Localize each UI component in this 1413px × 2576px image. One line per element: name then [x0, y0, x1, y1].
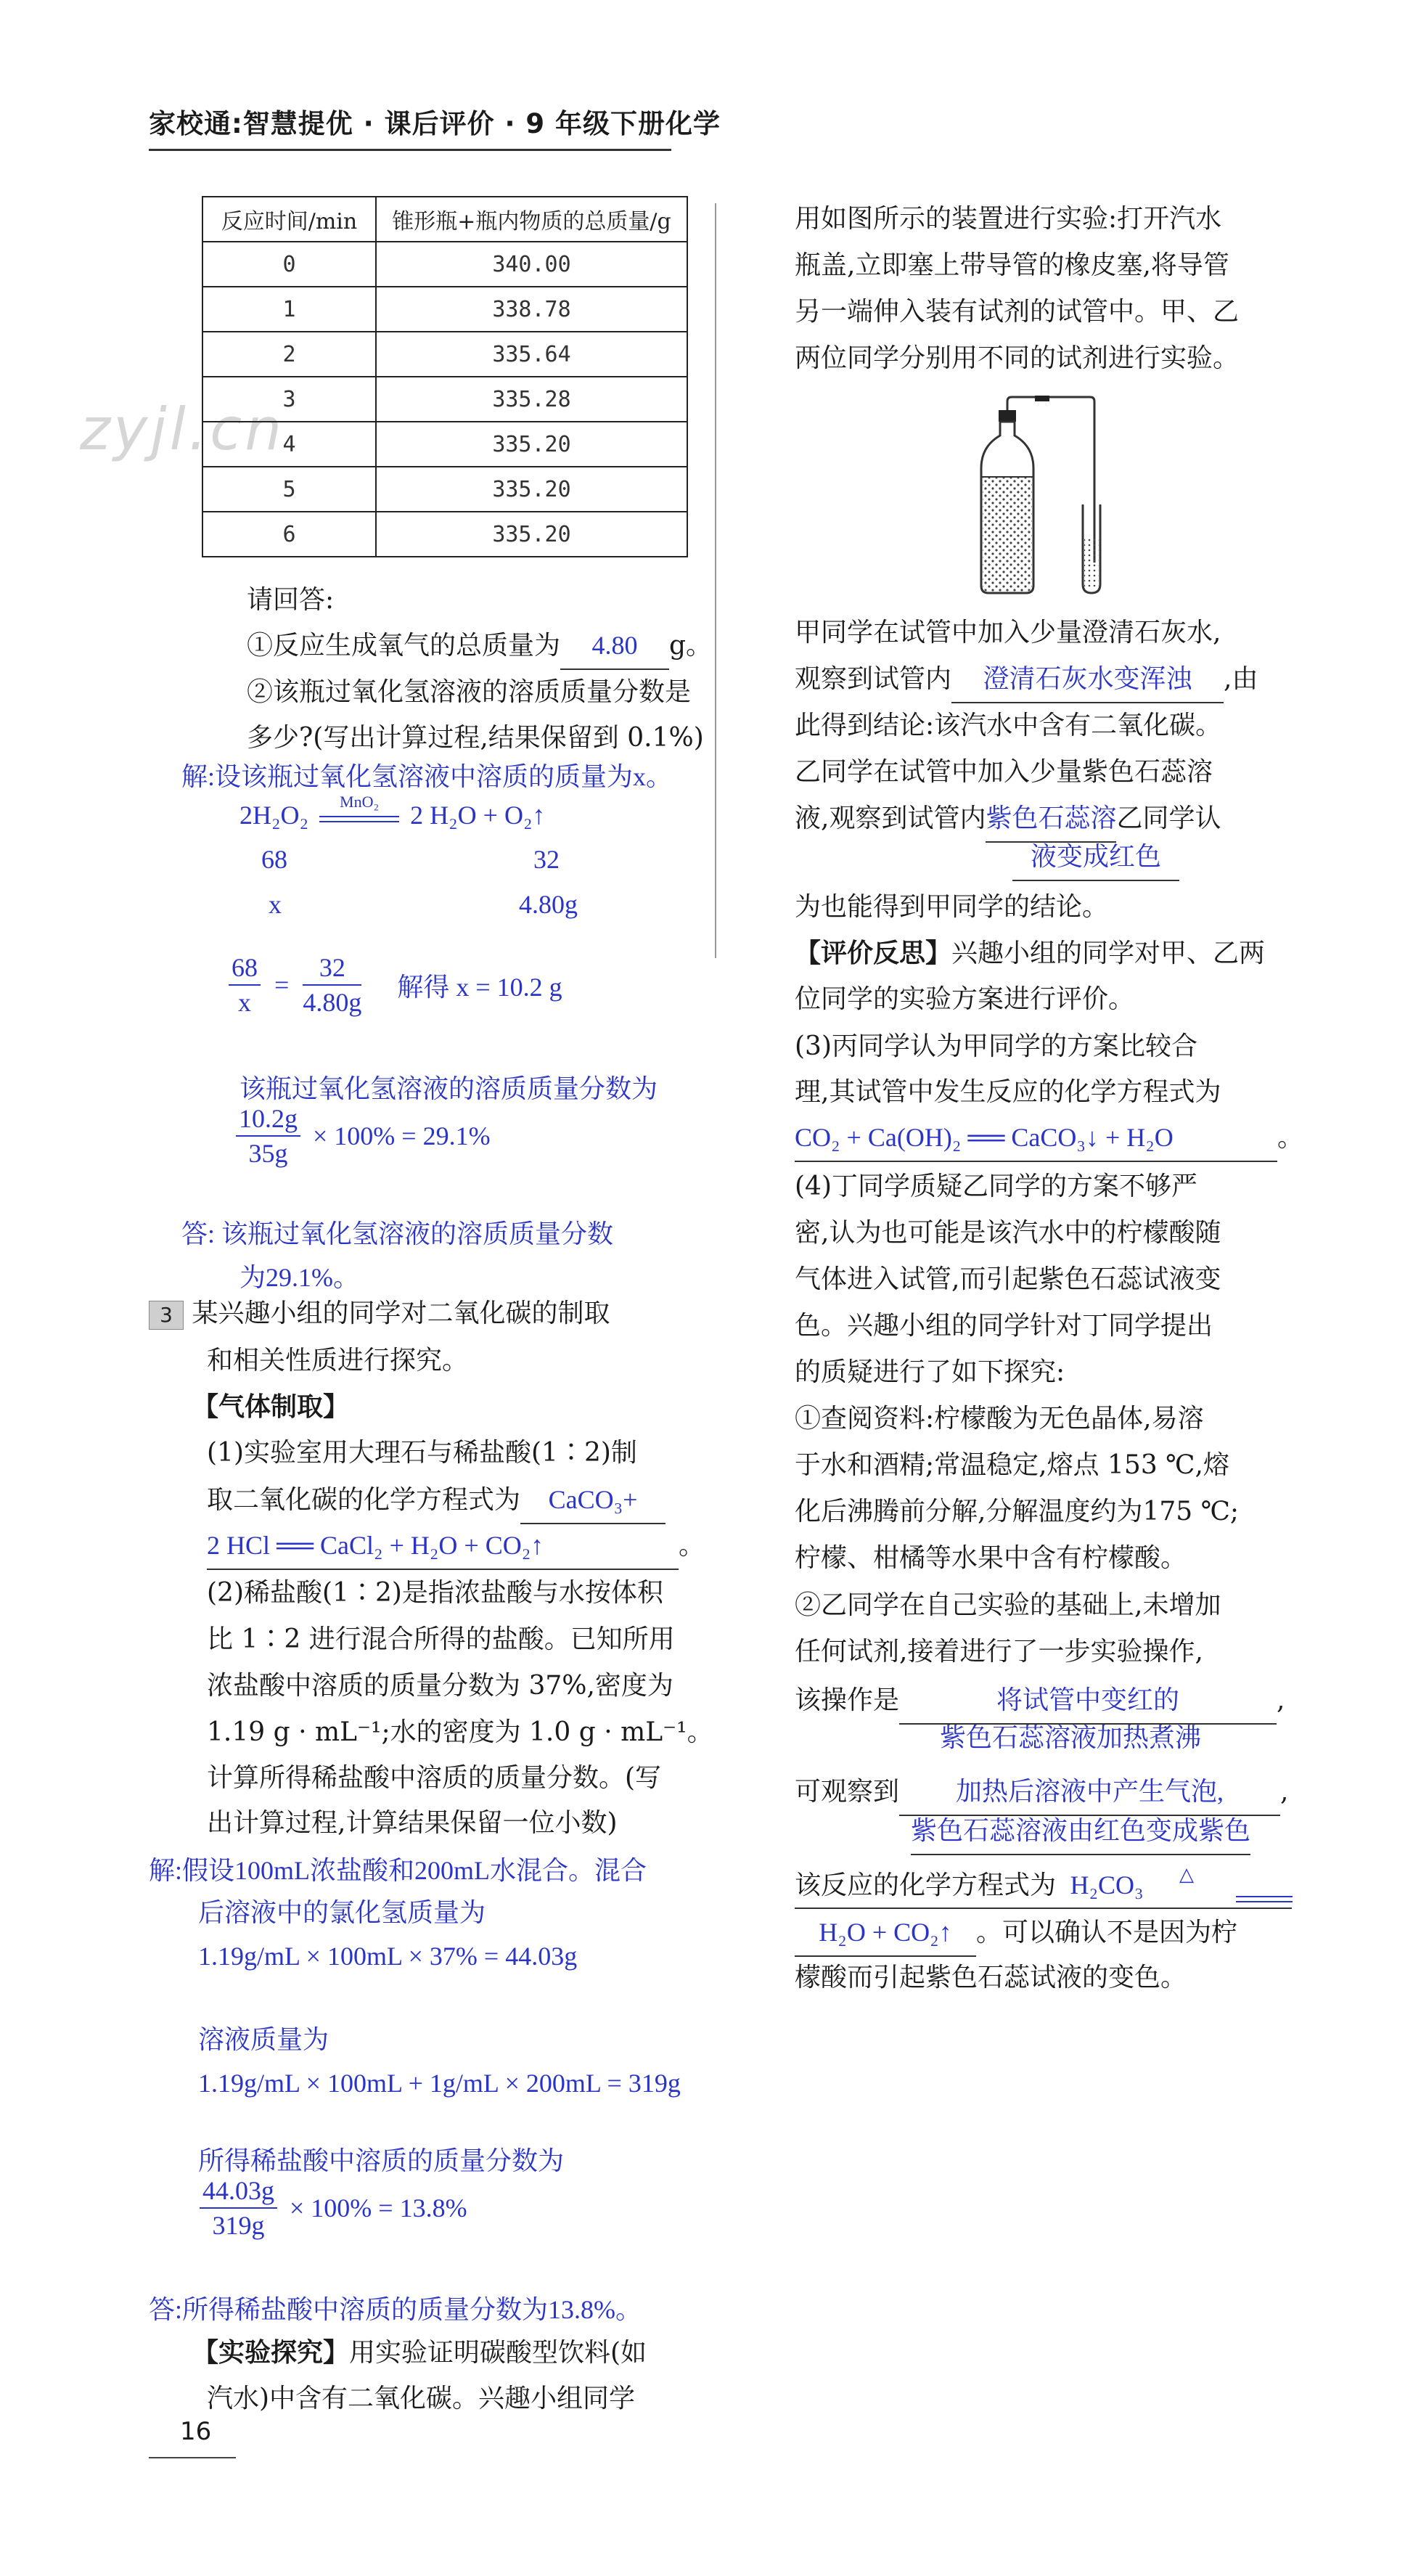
table-header-time: 反应时间/min — [202, 197, 376, 242]
s2-result: × 100% = 13.8% — [290, 2193, 467, 2223]
r-line2: 瓶盖,立即塞上带导管的橡皮塞,将导管 — [795, 250, 1229, 280]
a2-label: 答: — [149, 2295, 183, 2324]
eqn-line3: 檬酸而引起紫色石蕊试液的变色。 — [795, 1963, 1187, 1992]
eqn-text: 该反应的化学方程式为 — [795, 1870, 1057, 1900]
eval-line1 — [795, 931, 1265, 977]
jia-line3: 此得到结论:该汽水中含有二氧化碳。 — [795, 711, 1222, 740]
table-row — [202, 467, 687, 512]
equals-arrow — [1236, 1894, 1294, 1906]
s2-text: 假设100mL浓盐酸和200mL水混合。混合 — [182, 1856, 647, 1885]
fraction-right: $\frac{32}{4.80g}$ — [303, 951, 361, 1019]
q1-line — [247, 622, 712, 670]
s2-calc — [200, 2174, 467, 2242]
e4-line1: (4)丁同学质疑乙同学的方案不够严 — [795, 1172, 1197, 1201]
e3-line1: (3)丙同学认为甲同学的方案比较合 — [795, 1031, 1197, 1061]
eqn-text2: 。可以确认不是因为柠 — [976, 1918, 1238, 1947]
obs-line2 — [911, 1807, 1250, 1855]
answer-line1 — [181, 1211, 613, 1257]
eqn-reactant: H₂CO₃ — [1070, 1870, 1144, 1900]
s2-line1 — [149, 1847, 647, 1894]
i2-line4 — [940, 1714, 1201, 1762]
soda-bottle-apparatus-illustration — [965, 396, 1132, 599]
i1-line2: 于水和酒精;常温稳定,熔点 153 ℃,熔 — [795, 1450, 1229, 1480]
solution-label: 解: — [181, 762, 216, 791]
q3-line1 — [149, 1291, 610, 1337]
i2-answer-part2: 紫色石蕊溶液加热煮沸 — [940, 1723, 1202, 1752]
eval-line2: 位同学的实验方案进行评价。 — [795, 984, 1135, 1014]
s2-line3: 1.19g/mL × 100mL × 37% = 44.03g — [198, 1942, 578, 1971]
g1-text: 取二氧化碳的化学方程式为 — [207, 1485, 521, 1515]
g2-line2: 比 1∶2 进行混合所得的盐酸。已知所用 — [207, 1624, 675, 1654]
eqn-line2 — [795, 1909, 1237, 1957]
molar-mass-h2o2: 68 — [261, 845, 287, 874]
r-line3: 另一端伸入装有试剂的试管中。甲、乙 — [795, 297, 1240, 327]
obs-text: 可观察到 — [795, 1777, 900, 1807]
i1-line1: ①查阅资料:柠檬酸为无色晶体,易溶 — [795, 1404, 1204, 1434]
q1-text: ①反应生成氧气的总质量为 — [247, 631, 561, 661]
data-table — [202, 196, 688, 557]
table-cell: 3 — [202, 377, 376, 422]
unknown-x: x — [269, 890, 282, 919]
g2-line4: 1.19 g · mL⁻¹;水的密度为 1.0 g · mL⁻¹。 — [207, 1717, 713, 1747]
answer-text: 该瓶过氧化氢溶液的溶质质量分数 — [221, 1219, 614, 1248]
q2-line1: ②该瓶过氧化氢溶液的溶质质量分数是 — [247, 677, 692, 707]
decomposition-equation — [239, 792, 546, 833]
q1-unit: g。 — [669, 631, 713, 661]
table-row — [202, 242, 687, 287]
answer-line2: 为29.1%。 — [239, 1263, 359, 1292]
table-row — [202, 377, 687, 422]
g1-line3: 2 HCl ══ CaCl₂ + H₂O + CO₂↑ 。 — [207, 1522, 705, 1570]
watermark: zyjl.cn — [80, 396, 284, 463]
yi-line4: 为也能得到甲同学的结论。 — [795, 892, 1109, 922]
mass-fraction-calc — [236, 1102, 491, 1170]
g1-answer-part1: CaCO₃+ — [520, 1476, 665, 1524]
eqn-line1 — [795, 1862, 1216, 1911]
exp-text: 用实验证明碳酸型饮料(如 — [349, 2338, 647, 2368]
table-cell: 338.78 — [376, 287, 687, 332]
g2-line5: 计算所得稀盐酸中溶质的质量分数。(写 — [207, 1763, 662, 1793]
exp-heading: 【实验探究】 — [192, 2338, 350, 2368]
e4-line3: 气体进入试管,而引起紫色石蕊试液变 — [795, 1264, 1221, 1294]
molar-mass-o2: 32 — [533, 845, 560, 874]
table-cell: 340.00 — [376, 242, 687, 287]
catalyst-label: MnO₂ — [340, 792, 380, 811]
e4-line2: 密,认为也可能是该汽水中的柠檬酸随 — [795, 1218, 1221, 1248]
table-cell: 1 — [202, 287, 376, 332]
g1-line1: (1)实验室用大理石与稀盐酸(1∶2)制 — [207, 1438, 637, 1468]
i2-line2: 任何试剂,接着进行了一步实验操作, — [795, 1637, 1203, 1667]
e3-line3: CO₂ + Ca(OH)₂ ══ CaCO₃↓ + H₂O 。 — [795, 1114, 1303, 1162]
fraction-left: $\frac{68}{x}$ — [229, 951, 261, 1019]
yi-answer-part2: 液变成红色 — [1012, 833, 1179, 881]
i2-answer-part1: 将试管中变红的 — [899, 1677, 1277, 1725]
yi-text: 液,观察到试管内 — [795, 804, 986, 833]
table-header-mass: 锥形瓶+瓶内物质的总质量/g — [376, 197, 687, 242]
solution-text: 设该瓶过氧化氢溶液中溶质的质量为x。 — [215, 762, 673, 791]
table-cell: 0 — [202, 242, 376, 287]
table-cell: 335.20 — [376, 512, 687, 557]
heat-symbol: △ — [1179, 1864, 1195, 1885]
e3-answer: CO₂ + Ca(OH)₂ ══ CaCO₃↓ + H₂O — [795, 1114, 1277, 1162]
proportion: $\frac{68}{x}$ = $\frac{32}{4.80g}$ 解得 x = 10.2 g — [229, 951, 562, 1019]
mass-fraction-text: 该瓶过氧化氢溶液的溶质质量分数为 — [239, 1074, 658, 1103]
g2-line6: 出计算过程,计算结果保留一位小数) — [207, 1808, 618, 1838]
a2-text: 所得稀盐酸中溶质的质量分数为13.8%。 — [182, 2295, 642, 2324]
table-cell: 4 — [202, 422, 376, 467]
q3-line2: 和相关性质进行探究。 — [207, 1346, 469, 1375]
obs-line1: 可观察到 加热后溶液中产生气泡, , — [795, 1768, 1288, 1816]
mass-fraction-result: × 100% = 29.1% — [313, 1121, 491, 1150]
g1-answer-part2: 2 HCl ══ CaCl₂ + H₂O + CO₂↑ — [207, 1522, 679, 1570]
exp-line1 — [192, 2330, 647, 2376]
gas-heading: 【气体制取】 — [192, 1392, 350, 1422]
table-header-row — [202, 197, 687, 242]
obs-answer-part2: 紫色石蕊溶液由红色变成紫色 — [911, 1807, 1250, 1855]
s2-fraction: $\frac{44.03g}{319g}$ — [200, 2174, 277, 2242]
question-prompt: 请回答: — [247, 585, 335, 615]
i1-line4: 柠檬、柑橘等水果中含有柠檬酸。 — [795, 1543, 1187, 1573]
g2-line1: (2)稀盐酸(1∶2)是指浓盐酸与水按体积 — [207, 1578, 663, 1608]
table-cell: 2 — [202, 332, 376, 377]
i2-line3: 该操作是 将试管中变红的 , — [795, 1677, 1285, 1725]
e4-line5: 的质疑进行了如下探究: — [795, 1357, 1065, 1387]
mass-o2: 4.80g — [519, 890, 578, 919]
jia-text: 观察到试管内 — [795, 664, 952, 694]
s2-line2: 后溶液中的氯化氢质量为 — [198, 1898, 486, 1927]
header-rule — [149, 149, 671, 151]
i2-line1: ②乙同学在自己实验的基础上,未增加 — [795, 1590, 1221, 1620]
table-cell: 335.20 — [376, 467, 687, 512]
column-divider — [715, 203, 716, 958]
table-cell: 335.28 — [376, 377, 687, 422]
jia-line1: 甲同学在试管中加入少量澄清石灰水, — [795, 618, 1221, 647]
q3-text: 某兴趣小组的同学对二氧化碳的制取 — [192, 1299, 610, 1328]
equation-products: 2 H₂O + O₂↑ — [410, 801, 546, 830]
yi-line1: 乙同学在试管中加入少量紫色石蕊溶 — [795, 757, 1213, 787]
answer-label: 答: — [181, 1219, 216, 1248]
page-header: 家校通:智慧提优 · 课后评价 · 9 年级下册化学 — [149, 108, 721, 139]
table-cell: 5 — [202, 467, 376, 512]
table-row — [202, 422, 687, 467]
footer-rule — [149, 2457, 236, 2458]
g1-line2 — [207, 1476, 665, 1524]
table-cell: 335.20 — [376, 422, 687, 467]
solve-text: 解得 x = 10.2 g — [397, 972, 562, 1002]
q2-line2: 多少?(写出计算过程,结果保留到 0.1%) — [247, 723, 704, 753]
s2-line6: 所得稀盐酸中溶质的质量分数为 — [198, 2146, 565, 2175]
eval-heading: 【评价反思】 — [795, 939, 952, 968]
eqn-products: H₂O + CO₂↑ — [795, 1909, 976, 1957]
question-number-badge: 3 — [149, 1301, 184, 1330]
s2-line4: 溶液质量为 — [198, 2025, 329, 2054]
mass-fraction-fraction: $\frac{10.2g}{35g}$ — [236, 1102, 300, 1170]
jia-answer: 澄清石灰水变浑浊 — [951, 655, 1224, 703]
yi-text2: 乙同学认 — [1116, 804, 1221, 833]
e4-line4: 色。兴趣小组的同学针对丁同学提出 — [795, 1311, 1213, 1341]
obs-answer-part1: 加热后溶液中产生气泡, — [899, 1768, 1280, 1816]
g2-line3: 浓盐酸中溶质的质量分数为 37%,密度为 — [207, 1671, 673, 1701]
jia-line2: 观察到试管内 澄清石灰水变浑浊 ,由 — [795, 655, 1258, 703]
i1-line3: 化后沸腾前分解,分解温度约为175 ℃; — [795, 1497, 1240, 1526]
yi-answer-part1: 紫色石蕊溶 — [986, 795, 1116, 843]
a2-line — [149, 2286, 642, 2333]
table-row — [202, 332, 687, 377]
yi-line3 — [1012, 833, 1179, 881]
table-cell: 335.64 — [376, 332, 687, 377]
table-row — [202, 287, 687, 332]
r-line1: 用如图所示的装置进行实验:打开汽水 — [795, 204, 1222, 234]
catalyst-arrow — [319, 792, 399, 829]
page-number: 16 — [180, 2417, 212, 2446]
exp-line2: 汽水)中含有二氧化碳。兴趣小组同学 — [207, 2384, 636, 2413]
r-line4: 两位同学分别用不同的试剂进行实验。 — [795, 343, 1240, 373]
solution-line1 — [181, 753, 672, 800]
table-row — [202, 512, 687, 557]
s2-line5: 1.19g/mL × 100mL + 1g/mL × 200mL = 319g — [198, 2069, 681, 2098]
eval-text: 兴趣小组的同学对甲、乙两 — [951, 939, 1266, 968]
e3-line2: 理,其试管中发生反应的化学方程式为 — [795, 1077, 1221, 1107]
equation-reactant: 2H₂O₂ — [239, 801, 309, 830]
table-cell: 6 — [202, 512, 376, 557]
i2-text: 该操作是 — [795, 1685, 900, 1715]
q1-answer: 4.80 — [560, 622, 669, 670]
s2-label: 解: — [149, 1856, 183, 1885]
